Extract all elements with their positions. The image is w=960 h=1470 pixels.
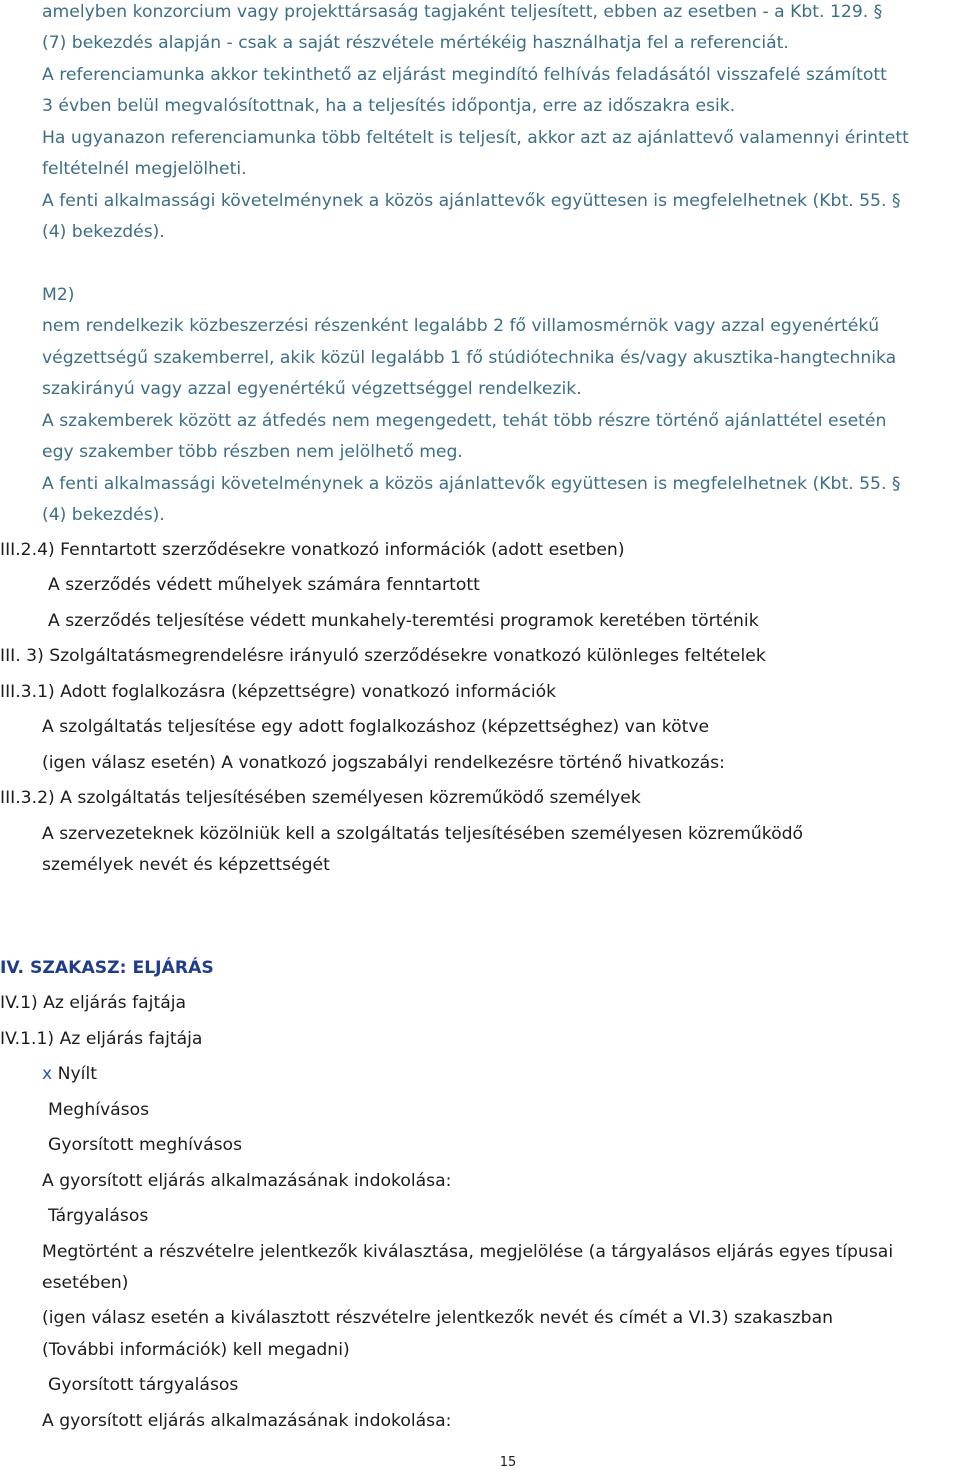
staff-title: III.3.2) A szolgáltatás teljesítésében személyesen közreműködő személyek — [0, 788, 641, 808]
m2-line-6: A fenti alkalmassági követelménynek a közös ajánlattevők együttesen is megfelelhetnek (Kbt. 55. § — [42, 474, 901, 494]
procedure-option-open[interactable] — [42, 1066, 97, 1083]
procedure-option-restricted[interactable]: Meghívásos — [48, 1100, 150, 1120]
negotiated-note-1: (igen válasz esetén a kiválasztott részvételre jelentkezők nevét és címét a VI.3) szakaszban — [42, 1308, 834, 1328]
m2-line-3: szakirányú vagy azzal egyenértékű végzettséggel rendelkezik. — [42, 379, 582, 399]
criteria-line-8: (4) bekezdés). — [42, 222, 165, 242]
m2-line-4: A szakemberek között az átfedés nem megengedett, tehát több részre történő ajánlattétel esetén — [42, 411, 887, 431]
profession-reference: (igen válasz esetén) A vonatkozó jogszabályi rendelkezésre történő hivatkozás: — [42, 753, 725, 773]
reserved-option-workshops: A szerződés védett műhelyek számára fenntartott — [48, 575, 480, 595]
accelerated-reason-1: A gyorsított eljárás alkalmazásának indokolása: — [42, 1171, 452, 1191]
section-iv-heading: IV. SZAKASZ: ELJÁRÁS — [0, 958, 214, 978]
procedure-option-accelerated-restricted[interactable]: Gyorsított meghívásos — [48, 1135, 243, 1155]
criteria-line-3: A referenciamunka akkor tekinthető az eljárást megindító felhívás feladásától visszafelé számított — [42, 65, 887, 85]
criteria-line-4: 3 évben belül megvalósítottnak, ha a teljesítés időpontja, erre az időszakra esik. — [42, 96, 736, 116]
procedure-type-subtitle: IV.1.1) Az eljárás fajtája — [0, 1029, 203, 1049]
profession-info-title: III.3.1) Adott foglalkozásra (képzettségre) vonatkozó információk — [0, 682, 557, 702]
negotiated-selection-2: esetében) — [42, 1273, 129, 1293]
reserved-contracts-title: III.2.4) Fenntartott szerződésekre vonatkozó információk (adott esetben) — [0, 540, 625, 560]
criteria-line-5: Ha ugyanazon referenciamunka több feltételt is teljesít, akkor azt az ajánlattevő valamennyi érintett — [42, 128, 909, 148]
m2-line-2: végzettségű szakemberrel, akik közül legalább 1 fő stúdiótechnika és/vagy akusztika-hangtechnika — [42, 348, 897, 368]
criteria-line-6: feltételnél megjelölheti. — [42, 159, 247, 179]
criteria-line-7: A fenti alkalmassági követelménynek a közös ajánlattevők együttesen is megfelelhetnek (Kbt. 55. § — [42, 191, 901, 211]
procedure-option-negotiated[interactable]: Tárgyalásos — [48, 1206, 149, 1226]
m2-line-1: nem rendelkezik közbeszerzési részenként legalább 2 fő villamosmérnök vagy azzal egyenértékű — [42, 316, 880, 336]
negotiated-selection-1: Megtörtént a részvételre jelentkezők kiválasztása, megjelölése (a tárgyalásos eljárás egyes típusai — [42, 1242, 894, 1262]
criteria-line-1: amelyben konzorcium vagy projekttársaság tagjaként teljesített, ebben az esetben - a Kbt. 129. § — [42, 2, 883, 22]
reserved-option-programmes: A szerződés teljesítése védett munkahely-teremtési programok keretében történik — [48, 611, 759, 631]
negotiated-note-2: (További információk) kell megadni) — [42, 1340, 350, 1360]
procedure-option-open-label: Nyílt — [57, 1064, 97, 1084]
procedure-option-accelerated-negotiated[interactable]: Gyorsított tárgyalásos — [48, 1375, 239, 1395]
staff-text-2: személyek nevét és képzettségét — [42, 855, 330, 875]
m2-line-5: egy szakember több részben nem jelölhető meg. — [42, 442, 463, 462]
staff-text-1: A szervezeteknek közölniük kell a szolgáltatás teljesítésében személyesen közreműködő — [42, 824, 804, 844]
service-conditions-title: III. 3) Szolgáltatásmegrendelésre irányuló szerződésekre vonatkozó különleges feltételek — [0, 646, 766, 666]
m2-label: M2) — [42, 285, 75, 305]
criteria-line-2: (7) bekezdés alapján - csak a saját részvétele mértékéig használhatja fel a referenciát. — [42, 33, 789, 53]
m2-line-7: (4) bekezdés). — [42, 505, 165, 525]
selected-mark: x — [42, 1064, 53, 1084]
profession-info-text: A szolgáltatás teljesítése egy adott foglalkozáshoz (képzettséghez) van kötve — [42, 717, 710, 737]
procedure-type-title: IV.1) Az eljárás fajtája — [0, 993, 187, 1013]
accelerated-reason-2: A gyorsított eljárás alkalmazásának indokolása: — [42, 1411, 452, 1431]
page-number: 15 — [499, 1455, 517, 1470]
